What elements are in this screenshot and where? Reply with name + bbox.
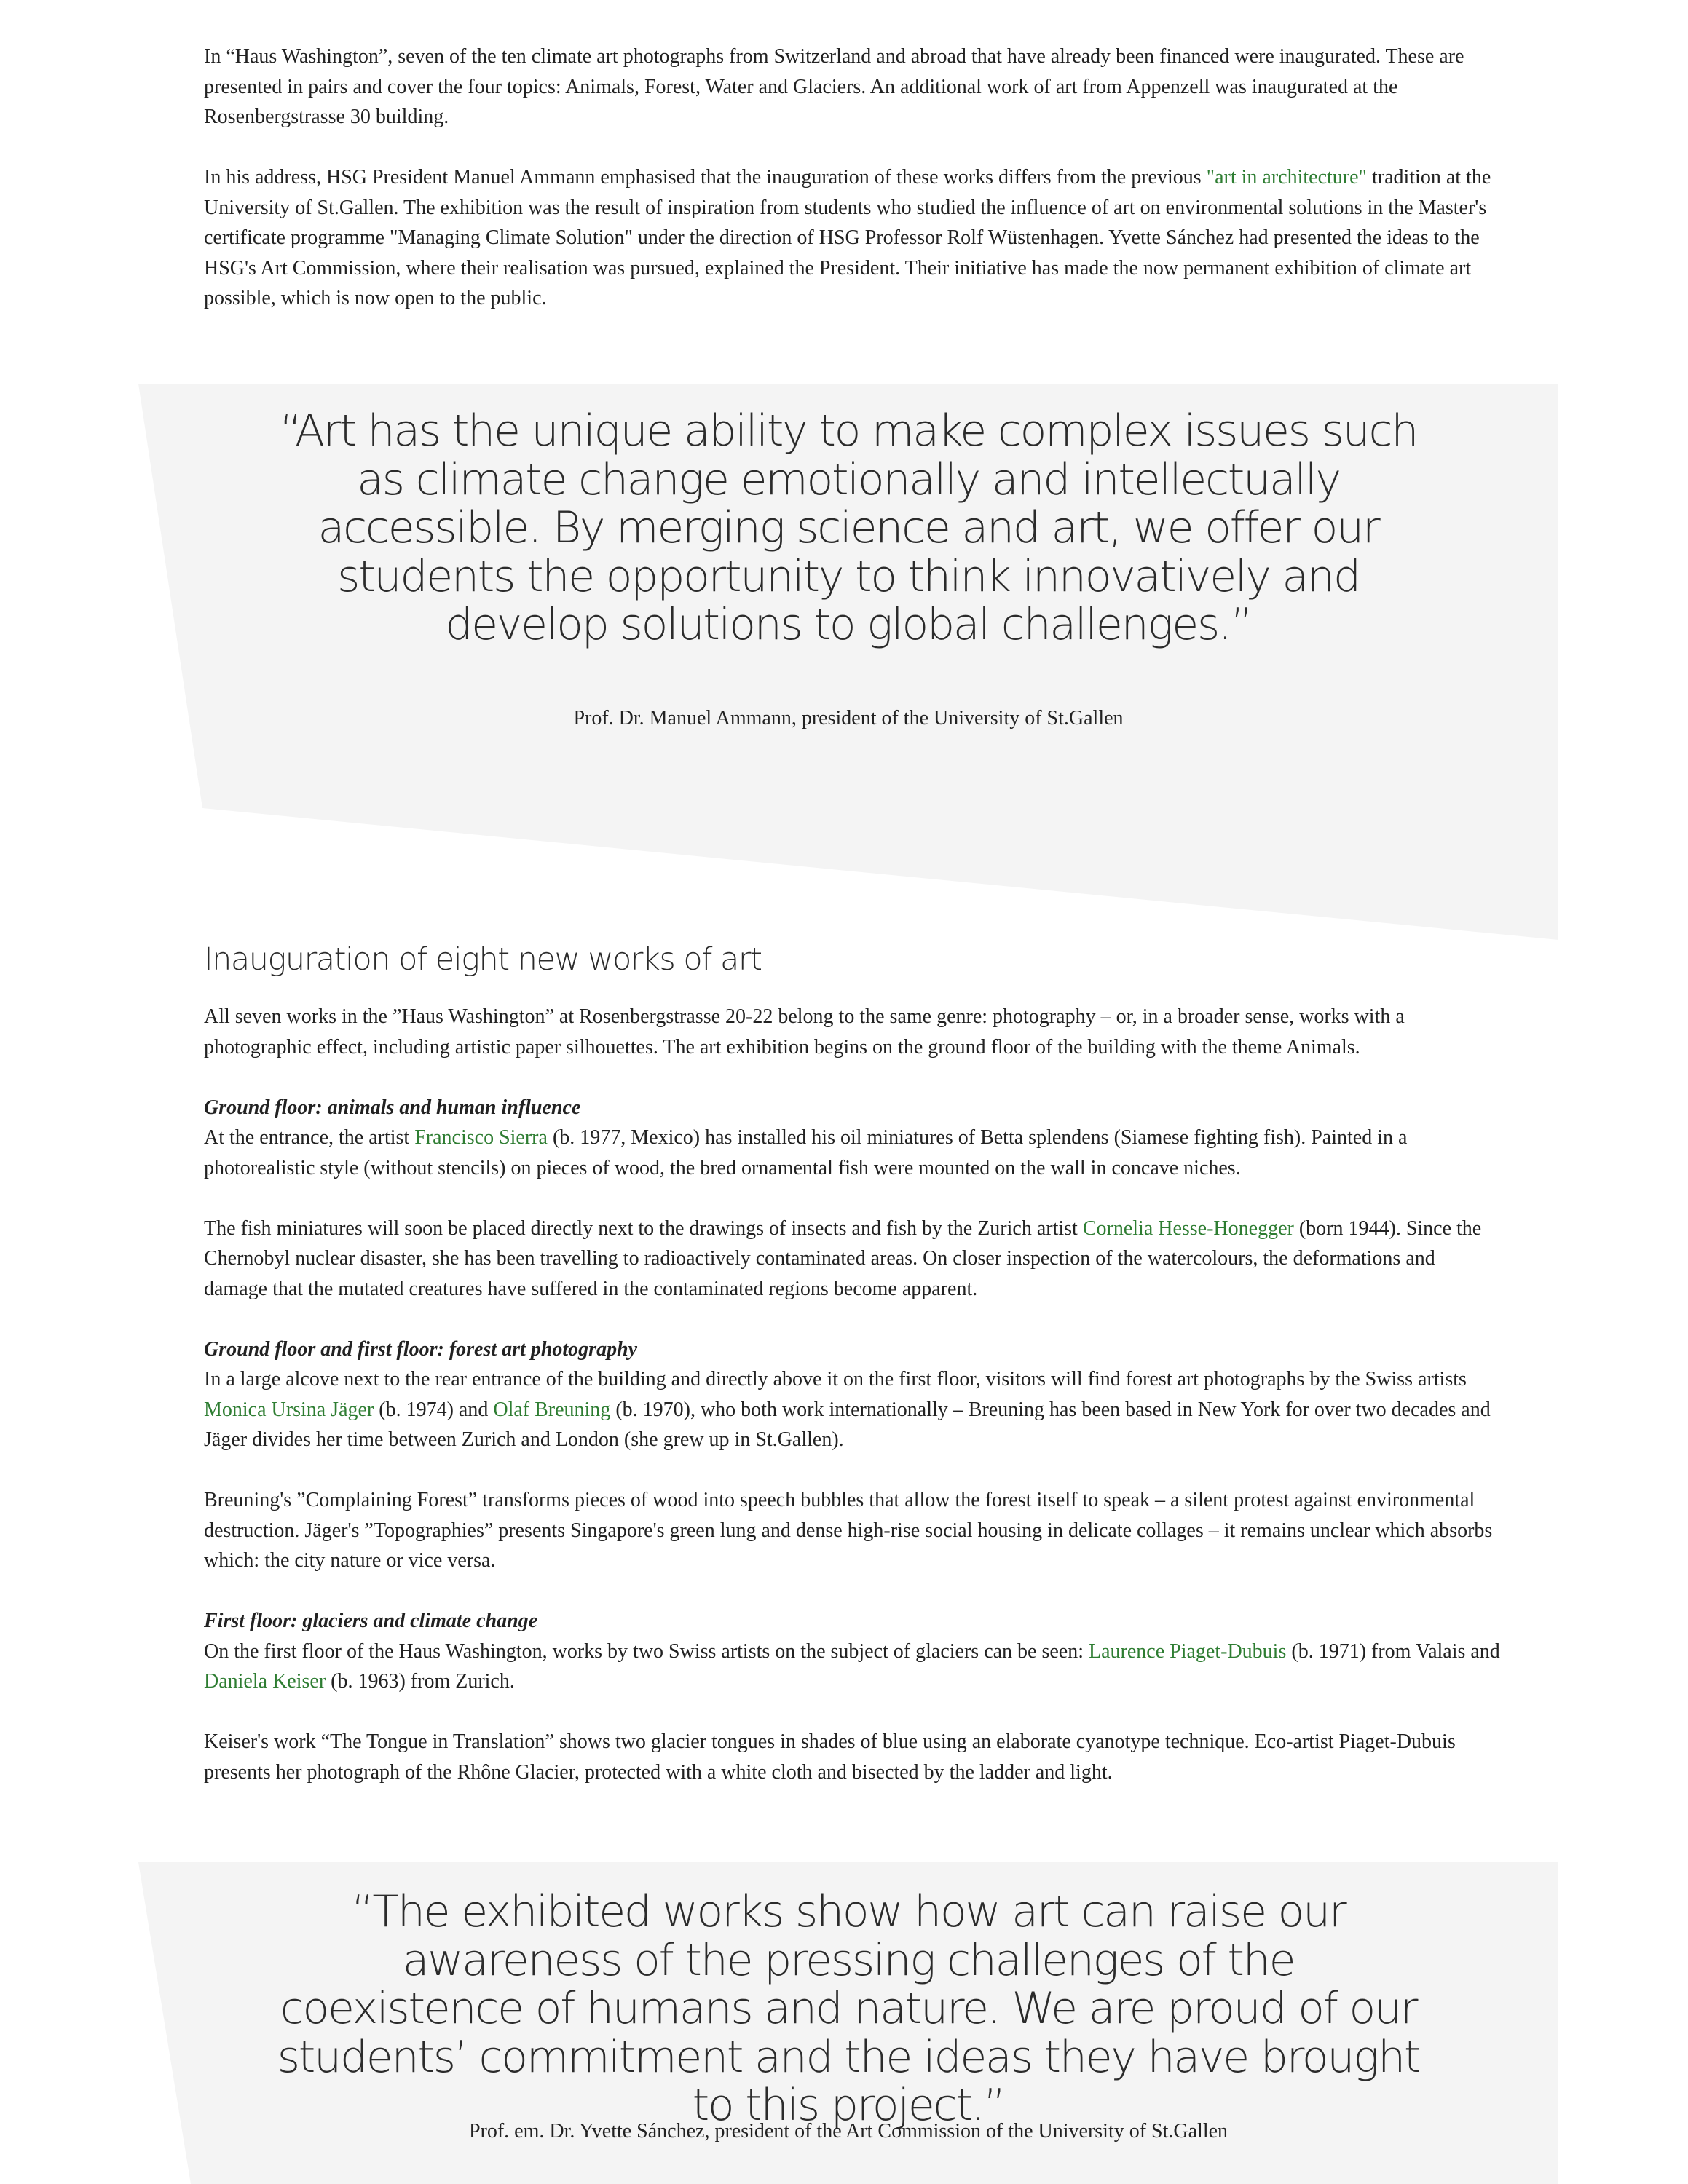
intro-paragraph-2-text-b: tradition at the University of St.Gallen. The exhibition was the result of inspiration from students who studied the influence of art on environmental solutions in the Master's certificate programme "Managing Climate Solution" under the direction of HSG Professor Rolf Wüstenhagen. Yvette Sánchez had presented the ideas to the HSG's Art Commission, where their realisation was pursued, explained the President. Their initiative has made the now permanent exhibition of climate art possible, which is now open to the public. (204, 166, 1491, 309)
fish-text-b: (born 1944). Since the Chernobyl nuclear disaster, she has been travelling to radioactively contaminated areas. On closer inspection of the watercolours, the deformations and damage that the mutated creatures have suffered in the contaminated regions become apparent. (204, 1216, 1482, 1300)
fish-text-a: The fish miniatures will soon be placed directly next to the drawings of insects and fish by the Zurich artist (204, 1216, 1083, 1240)
glaciers-paragraph (204, 1606, 1500, 1697)
section-heading: Inauguration of eight new works of art (204, 941, 762, 978)
cornelia-hesse-honegger-link[interactable]: Cornelia Hesse-Honegger (1082, 1216, 1294, 1240)
quote-text: “The exhibited works show how art can raise our awareness of the pressing challenges of the coexistence of humans and nature. We are proud of our students’ commitment and the ideas they have brought to this project.” (277, 1886, 1420, 2131)
olaf-breuning-link[interactable]: Olaf Breuning (493, 1398, 611, 1421)
intro-paragraph-1: In “Haus Washington”, seven of the ten climate art photographs from Switzerland and abroad that have already been financed were inaugurated. These are presented in pairs and cover the four topics: Animals, Forest, Water and Glaciers. An additional work of art from Appenzell was inaugurated at the Rosenbergstrasse 30 building. (204, 45, 1464, 128)
intro-paragraph-2 (204, 162, 1500, 314)
subheading-glaciers: First floor: glaciers and climate change (204, 1610, 538, 1632)
glaciers-text-b: (b. 1971) from Valais and (1286, 1639, 1500, 1663)
subheading-animals: Ground floor: animals and human influence (204, 1096, 581, 1119)
glaciers-text-a: On the first floor of the Haus Washington, works by two Swiss artists on the subject of glaciers can be seen: (204, 1639, 1089, 1663)
forest-text-b: (b. 1974) and (374, 1398, 494, 1421)
glaciers-text-c: (b. 1963) from Zurich. (326, 1670, 515, 1693)
animals-text-a: At the entrance, the artist (204, 1126, 415, 1149)
main-article-body (204, 1002, 1500, 1818)
animals-paragraph (204, 1093, 1500, 1184)
francisco-sierra-link[interactable]: Francisco Sierra (414, 1126, 548, 1149)
tongue-in-translation-paragraph: Keiser's work “The Tongue in Translation” shows two glacier tongues in shades of blue using an elaborate cyanotype technique. Eco-artist Piaget-Dubuis presents her photograph of the Rhône Glacier, protected with a white cloth and bisected by the ladder and light. (204, 1730, 1456, 1784)
art-in-architecture-link[interactable]: "art in architecture" (1206, 166, 1367, 189)
forest-text-c: (b. 1970), who both work internationally – Breuning has been based in New York for over two decades and Jäger divides her time between Zurich and London (she grew up in St.Gallen). (204, 1398, 1491, 1451)
laurence-piaget-dubuis-link[interactable]: Laurence Piaget-Dubuis (1089, 1639, 1287, 1663)
fish-paragraph (204, 1214, 1500, 1305)
intro-paragraph-2-text-a: In his address, HSG President Manuel Ammann emphasised that the inauguration of these works differs from the previous (204, 166, 1207, 189)
quote-block-sanchez (138, 1862, 1558, 2184)
quote-block-ammann (138, 384, 1558, 940)
quote-author: Prof. Dr. Manuel Ammann, president of the University of St.Gallen (573, 707, 1124, 729)
monica-ursina-jaeger-link[interactable]: Monica Ursina Jäger (204, 1398, 374, 1421)
daniela-keiser-link[interactable]: Daniela Keiser (204, 1670, 326, 1693)
forest-text-a: In a large alcove next to the rear entrance of the building and directly above it on the first floor, visitors will find forest art photographs by the Swiss artists (204, 1368, 1467, 1390)
quote-author: Prof. em. Dr. Yvette Sánchez, president of the Art Commission of the University of St.Gallen (468, 2120, 1228, 2143)
intro-section (204, 41, 1500, 344)
section-paragraph-1: All seven works in the ”Haus Washington” at Rosenbergstrasse 20-22 belong to the same genre: photography – or, in a broader sense, works with a photographic effect, including artistic paper silhouettes. The art exhibition begins on the ground floor of the building with the theme Animals. (204, 1005, 1405, 1059)
quote-text: “Art has the unique ability to make complex issues such as climate change emotionally and intellectually accessible. By merging science and art, we offer our students the opportunity to think innovatively and develop solutions to global challenges.” (279, 405, 1418, 650)
subheading-forest: Ground floor and first floor: forest art photography (204, 1337, 638, 1361)
animals-text-b: (b. 1977, Mexico) has installed his oil miniatures of Betta splendens (Siamese fighting fish). Painted in a photorealistic style (without stencils) on pieces of wood, the bred ornamental fish were mounted on the wall in concave niches. (204, 1126, 1408, 1179)
forest-paragraph (204, 1334, 1500, 1455)
complaining-forest-paragraph: Breuning's ”Complaining Forest” transforms pieces of wood into speech bubbles that allow the forest itself to speak – a silent protest against environmental destruction. Jäger's ”Topographies” presents Singapore's green lung and dense high-rise social housing in delicate collages – it remains unclear which absorbs which: the city nature or vice versa. (204, 1489, 1493, 1572)
